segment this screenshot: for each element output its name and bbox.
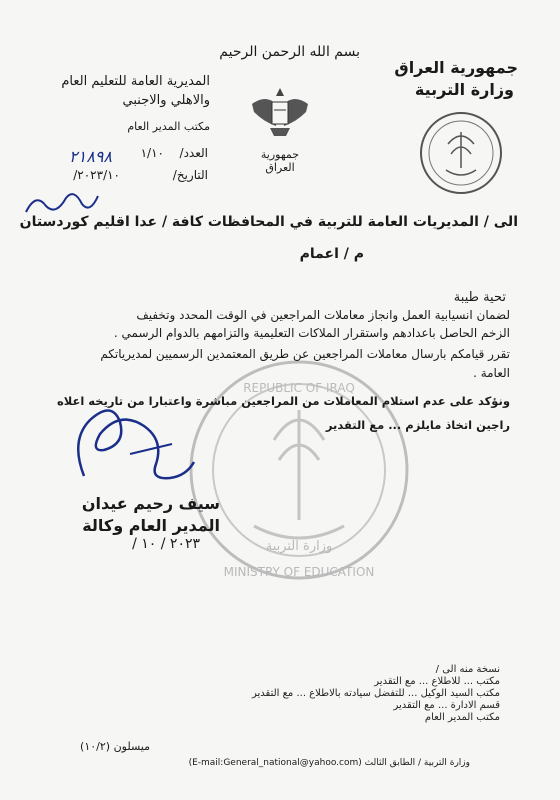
watermark-top-text: REPUBLIC OF IRAQ bbox=[243, 381, 355, 395]
ministry-name: وزارة التربية bbox=[414, 80, 514, 99]
number-label: العدد/ bbox=[179, 146, 208, 160]
subject-line: م / اعمام bbox=[299, 246, 364, 262]
copies-line-3: مكتب السيد الوكيل ... للتفضل سيادته بالاطلاع ... مع التقدير bbox=[251, 688, 500, 699]
education-watermark-seal-icon bbox=[184, 350, 414, 590]
number-handwritten: ٢١٨٩٨ bbox=[69, 147, 112, 166]
body-paragraph-2-line-2: العامة . bbox=[473, 366, 510, 380]
signatory-title: المدير العام وكالة bbox=[82, 516, 220, 535]
office-name: مكتب المدير العام bbox=[127, 120, 210, 133]
addressee-line-1: الى / المديريات العامة للتربية في المحافظات كافة / عدا اقليم كوردستان bbox=[19, 214, 518, 230]
directorate-line-2: والاهلي والاجنبي bbox=[122, 93, 210, 108]
emblem-caption: جمهورية العراق bbox=[260, 148, 300, 174]
body-paragraph-1-line-2: الزخم الحاصل باعدادهم واستقرار الملاكات التعليمية والتزامهم بالدوام الرسمي . bbox=[113, 326, 510, 340]
directorate-line-1: المديرية العامة للتعليم العام bbox=[61, 74, 210, 89]
date-value: ٢٠٢٣/١٠/ bbox=[73, 168, 120, 182]
basmala: بسم الله الرحمن الرحيم bbox=[219, 44, 360, 60]
body-paragraph-2-line-1: تقرر قيامكم بارسال معاملات المراجعين عن طريق المعتمدين الرسميين لمديرياتكم bbox=[100, 347, 510, 361]
emphasis-line-1: ونؤكد على عدم استلام المعاملات من المراجعين مباشرة واعتبارا من تاريخه اعلاه bbox=[56, 394, 510, 408]
greeting: تحية طيبة bbox=[453, 290, 506, 305]
signature-date: ٢٠٢٣ / ١٠ / bbox=[132, 536, 200, 552]
ministry-seal-icon bbox=[418, 110, 504, 196]
iraq-eagle-emblem-icon bbox=[248, 82, 312, 148]
footer-code: ميسلون (١٠/٢) bbox=[80, 740, 150, 753]
emphasis-line-2: راجين اتخاذ مايلزم ... مع التقدير bbox=[325, 418, 510, 432]
watermark-arabic-text: وزارة التربية bbox=[265, 539, 333, 554]
copies-line-4: قسم الادارة ... مع التقدير bbox=[393, 700, 500, 711]
signature-scribble-icon bbox=[60, 380, 200, 500]
copies-line-1: نسخة منه الى / bbox=[435, 664, 500, 675]
signatory-name: سيف رحيم عيدان bbox=[81, 494, 220, 513]
watermark-bottom-text: MINISTRY OF EDUCATION bbox=[223, 565, 375, 579]
footer-address: وزارة التربية / الطابق الثالث (E-mail:General_national@yahoo.com) bbox=[188, 758, 470, 768]
date-label: التاريخ/ bbox=[172, 168, 208, 182]
number-value: ١/١٠ bbox=[140, 146, 164, 160]
country-name: جمهورية العراق bbox=[394, 58, 518, 77]
copies-line-5: مكتب المدير العام bbox=[424, 712, 500, 723]
copies-line-2: مكتب ... للاطلاع ... مع التقدير bbox=[374, 676, 500, 687]
body-paragraph-1-line-1: لضمان انسيابية العمل وانجاز معاملات المراجعين في الوقت المحدد وتخفيف bbox=[136, 308, 510, 322]
